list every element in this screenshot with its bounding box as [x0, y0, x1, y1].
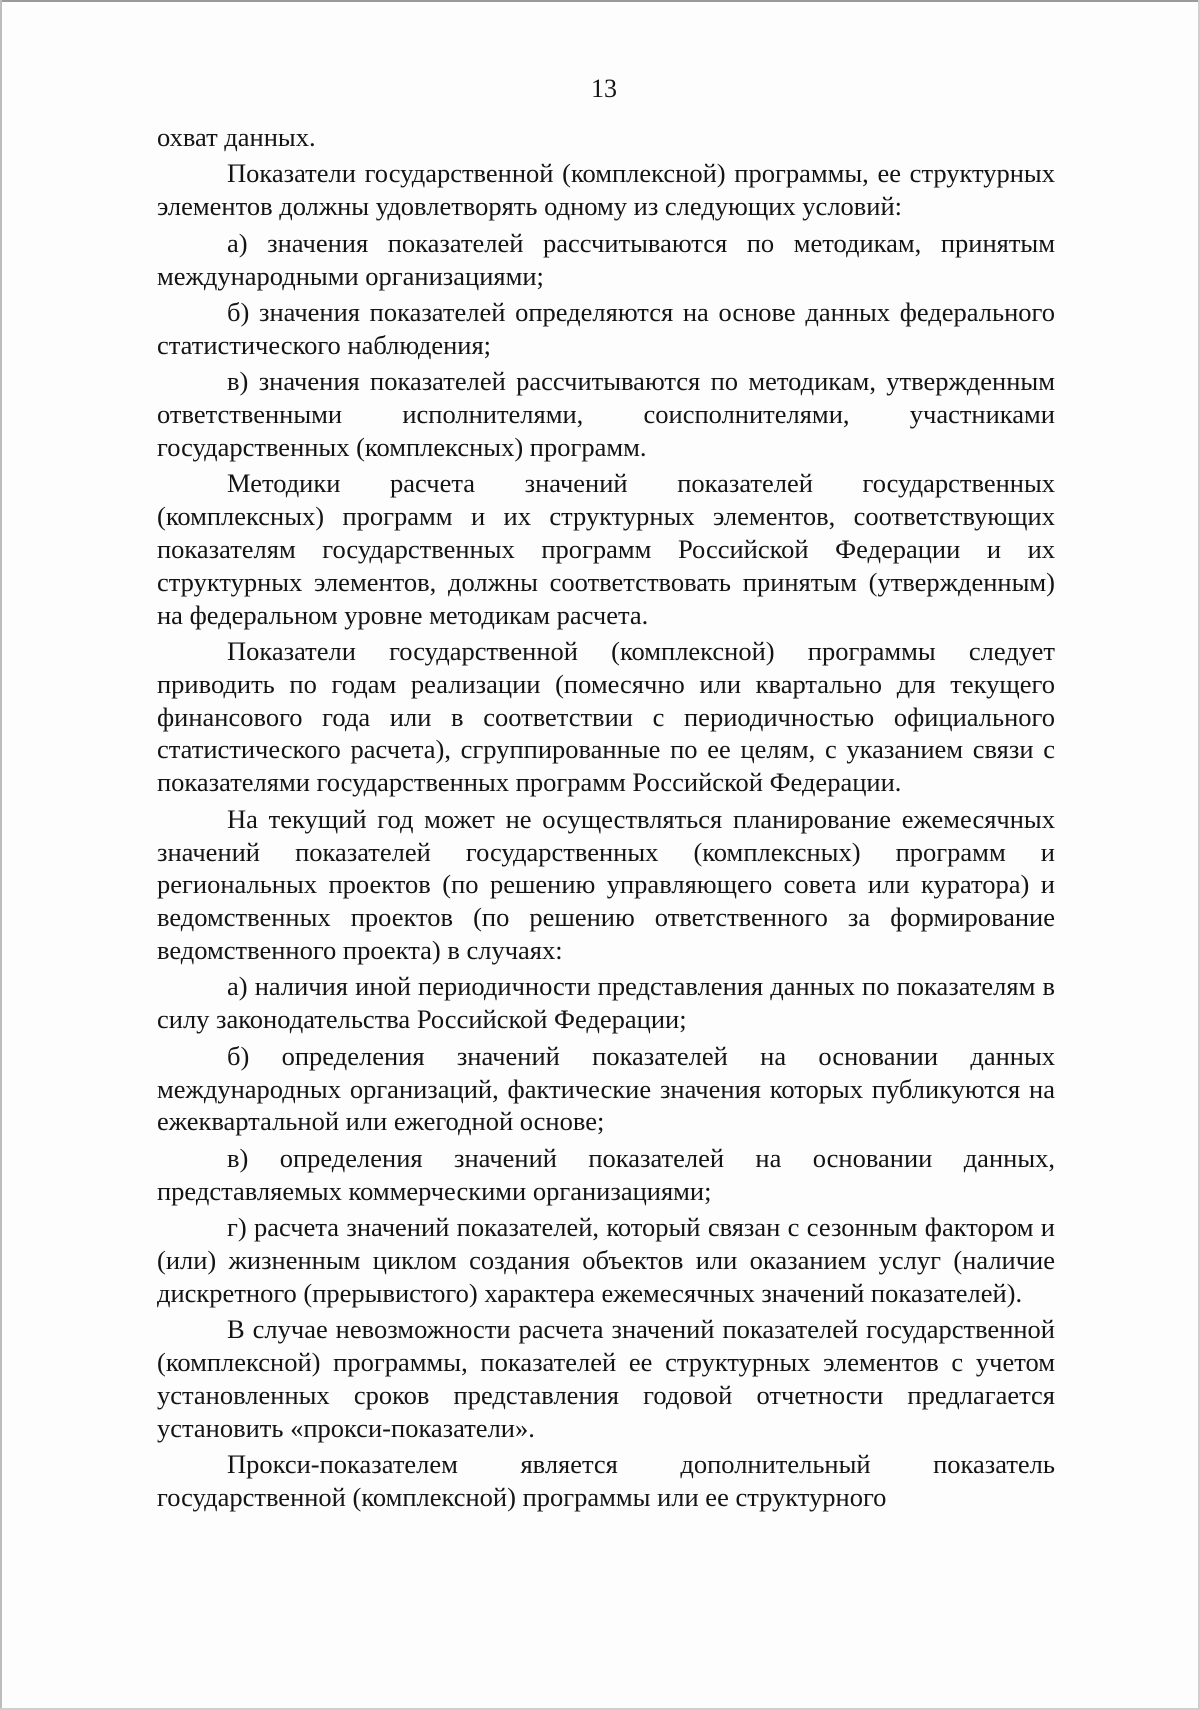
paragraph: На текущий год может не осуществляться планирование ежемесячных значений показателей государственных (комплексных) программ и региональных проектов (по решению управляющего совета или куратора) и ведомственных проектов (по решению ответственного за формирование ведомственного проекта) в случаях: [157, 803, 1055, 965]
paragraph: б) значения показателей определяются на основе данных федерального статистического наблюдения; [157, 297, 1055, 360]
paragraph: Показатели государственной (комплексной) программы следует приводить по годам реализации (помесячно или квартально для текущего финансового года или в соответствии с периодичностью официального статистического расчета), сгруппированные по ее целям, с указанием связи с показателями государственных программ Российской Федерации. [157, 636, 1055, 798]
paragraph: б) определения значений показателей на основании данных международных организаций, фактические значения которых публикуются на ежеквартальной или ежегодной основе; [157, 1040, 1055, 1137]
paragraph: Показатели государственной (комплексной) программы, ее структурных элементов должны удовлетворять одному из следующих условий: [157, 158, 1055, 222]
paragraph: а) наличия иной периодичности представления данных по показателям в силу законодательства Российской Федерации; [157, 971, 1055, 1035]
paragraph: Прокси-показателем является дополнительный показатель государственной (комплексной) программы или ее структурного [157, 1449, 1055, 1512]
scan-edge-left [0, 0, 2, 1710]
paragraph: в) значения показателей рассчитываются по методикам, утвержденным ответственными исполнителями, соисполнителями, участниками государственных (комплексных) программ. [157, 366, 1055, 462]
paragraph: в) определения значений показателей на основании данных, представляемых коммерческими организациями; [157, 1142, 1055, 1206]
paragraph: В случае невозможности расчета значений показателей государственной (комплексной) программы, показателей ее структурных элементов с учетом установленных сроков представления годовой отчетности предлагается установить «прокси-показатели». [157, 1314, 1055, 1443]
document-body [157, 121, 1055, 1517]
paragraph: а) значения показателей рассчитываются по методикам, принятым международными организациями; [157, 227, 1055, 291]
scan-edge-top [0, 0, 1200, 2]
page-number: 13 [591, 74, 617, 103]
paragraph: охват данных. [157, 122, 316, 152]
paragraph: Методики расчета значений показателей государственных (комплексных) программ и их структурных элементов, соответствующих показателям государственных программ Российской Федерации и их структурных элементов, должны соответствовать принятым (утвержденным) на федеральном уровне методикам расчета. [157, 468, 1055, 630]
paragraph: г) расчета значений показателей, который связан с сезонным фактором и (или) жизненным циклом создания объектов или оказанием услуг (наличие дискретного (прерывистого) характера ежемесячных значений показателей). [157, 1212, 1055, 1308]
